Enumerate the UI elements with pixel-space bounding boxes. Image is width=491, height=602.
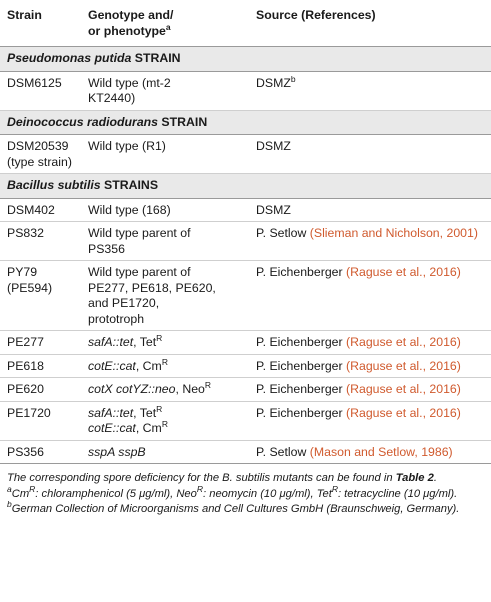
text-run: The corresponding spore deficiency for the B. subtilis mutants can be found in [7,472,396,484]
reference-link: (Slieman and Nicholson, 2001) [309,226,478,240]
text-run: , Tet [133,405,157,420]
text-run: DSMZ [256,75,291,90]
strain-name: PS832 [7,226,44,240]
cell-strain [0,401,81,440]
footnote-a [7,483,487,502]
text-run: P. Eichenberger [256,335,347,349]
cell-source [249,198,491,222]
table-row [0,440,491,464]
italic-text: cotE::cat [88,358,136,373]
italic-text: safA::tet [88,335,134,349]
section-heading [0,47,491,72]
cell-source [249,378,491,402]
cell-strain [0,378,81,402]
cell-strain [0,440,81,464]
reference-link: (Raguse et al., 2016) [346,382,461,396]
cell-source [249,354,491,378]
cell-strain [0,261,81,331]
header-source: Source (References) [249,0,491,47]
cell-source [249,261,491,331]
cell-genotype [81,440,249,464]
superscript: b [290,73,296,84]
section-suffix: STRAIN [158,114,208,129]
strain-name: PE618 [7,358,44,373]
table-row [0,378,491,402]
strain-name: (type strain) [7,154,72,169]
text-run: : chloramphenicol (5 μg/ml), Neo [35,487,197,500]
table-row [0,71,491,110]
text-run: , Cm [135,358,162,373]
section-row [0,110,491,135]
text-run: P. Setlow [256,226,310,240]
text-run: P. Setlow [256,444,310,459]
text-run: PS356 [88,241,125,256]
cell-genotype [81,222,249,261]
text-run: , Tet [133,335,157,349]
table-row [0,354,491,378]
cell-genotype [81,378,249,402]
section-row [0,47,491,72]
table-header [0,0,491,47]
reference-link: (Raguse et al., 2016) [346,335,461,349]
text-run: , Neo [175,382,205,396]
cell-strain [0,354,81,378]
table-row [0,331,491,355]
cell-source [249,401,491,440]
text-run: Wild type (R1) [88,139,166,153]
header-genotype [81,0,249,47]
cell-genotype [81,135,249,174]
strain-name: PE277 [7,335,44,349]
reference-link: (Raguse et al., 2016) [346,265,461,279]
strain-name: (PE594) [7,280,53,295]
italic-text: cotX cotYZ::neo [88,382,176,396]
strain-name: PY79 [7,265,38,279]
header-genotype-line2: or phenotype [88,23,166,38]
superscript: R [161,356,168,367]
superscript: R [156,403,163,414]
table-row [0,261,491,331]
text-run: P. Eichenberger [256,382,347,396]
text-run: P. Eichenberger [256,405,347,420]
cell-genotype [81,261,249,331]
cell-source [249,440,491,464]
cell-strain [0,198,81,222]
cell-genotype [81,198,249,222]
text-run: , Cm [135,421,162,435]
strain-name: PE620 [7,382,44,396]
cell-genotype [81,354,249,378]
footnote-b [7,499,487,517]
strain-name: DSM402 [7,202,55,217]
superscript: R [196,483,203,494]
table-body [0,47,491,464]
text-run: P. Eichenberger [256,265,347,279]
reference-link: (Mason and Setlow, 1986) [309,444,453,459]
italic-text: safA::tet [88,405,134,420]
cell-strain [0,135,81,174]
footnote-marker-a: a [165,21,171,32]
text-run: PE277, PE618, PE620, [88,280,216,295]
cell-strain [0,222,81,261]
footnote-main [7,471,487,486]
section-suffix: STRAINS [100,178,159,192]
text-run: KT2440) [88,91,136,105]
header-genotype-line1: Genotype and/ [88,8,174,22]
text-run: Wild type (168) [88,202,171,217]
section-organism: Deinococcus radiodurans [7,114,159,129]
table-row [0,401,491,440]
italic-text: cotE::cat [88,421,136,435]
section-row [0,174,491,199]
strain-name: PS356 [7,444,44,459]
cell-strain [0,331,81,355]
cell-genotype [81,71,249,110]
section-suffix: STRAIN [131,51,181,65]
text-run: Wild type parent of [88,226,191,240]
text-run: P. Eichenberger [256,358,347,373]
text-run: and PE1720, [88,296,160,310]
superscript: R [204,380,212,390]
strain-name: DSM6125 [7,75,62,90]
text-run: . [433,472,437,484]
text-run: Wild type (mt-2 [88,75,171,90]
text-run: prototroph [88,311,145,326]
text-run: : tetracycline (10 μg/ml). [337,487,458,500]
superscript: R [161,419,168,429]
superscript: R [331,483,338,494]
cell-source [249,71,491,110]
strain-name: DSM20539 [7,139,69,153]
superscript: R [29,483,36,494]
table-row [0,222,491,261]
superscript: a [7,483,12,494]
section-organism: Pseudomonas putida [7,51,132,65]
cell-source [249,222,491,261]
cell-source [249,331,491,355]
text-run: : neomycin (10 μg/ml), Tet [203,487,332,500]
cell-strain [0,71,81,110]
superscript: R [156,333,163,343]
bold-text: Table 2 [395,472,434,484]
section-organism: Bacillus subtilis [7,178,101,192]
text-run: Cm [11,487,30,500]
cell-source [249,135,491,174]
italic-text: sspA sspB [88,444,146,459]
reference-link: (Raguse et al., 2016) [346,358,461,373]
superscript: b [7,499,12,509]
section-heading [0,174,491,199]
text-run: Wild type parent of [88,265,191,279]
text-run: DSMZ [256,202,291,217]
reference-link: (Raguse et al., 2016) [346,405,461,420]
table-footnotes [0,464,491,517]
text-run: German Collection of Microorganisms and Cell Cultures GmbH (Braunschweig, Germany). [11,503,460,515]
header-strain: Strain [0,0,81,47]
table-row [0,198,491,222]
section-heading [0,110,491,135]
strain-name: PE1720 [7,405,51,420]
text-run: DSMZ [256,139,291,153]
table-row [0,135,491,174]
cell-genotype [81,331,249,355]
cell-genotype [81,401,249,440]
